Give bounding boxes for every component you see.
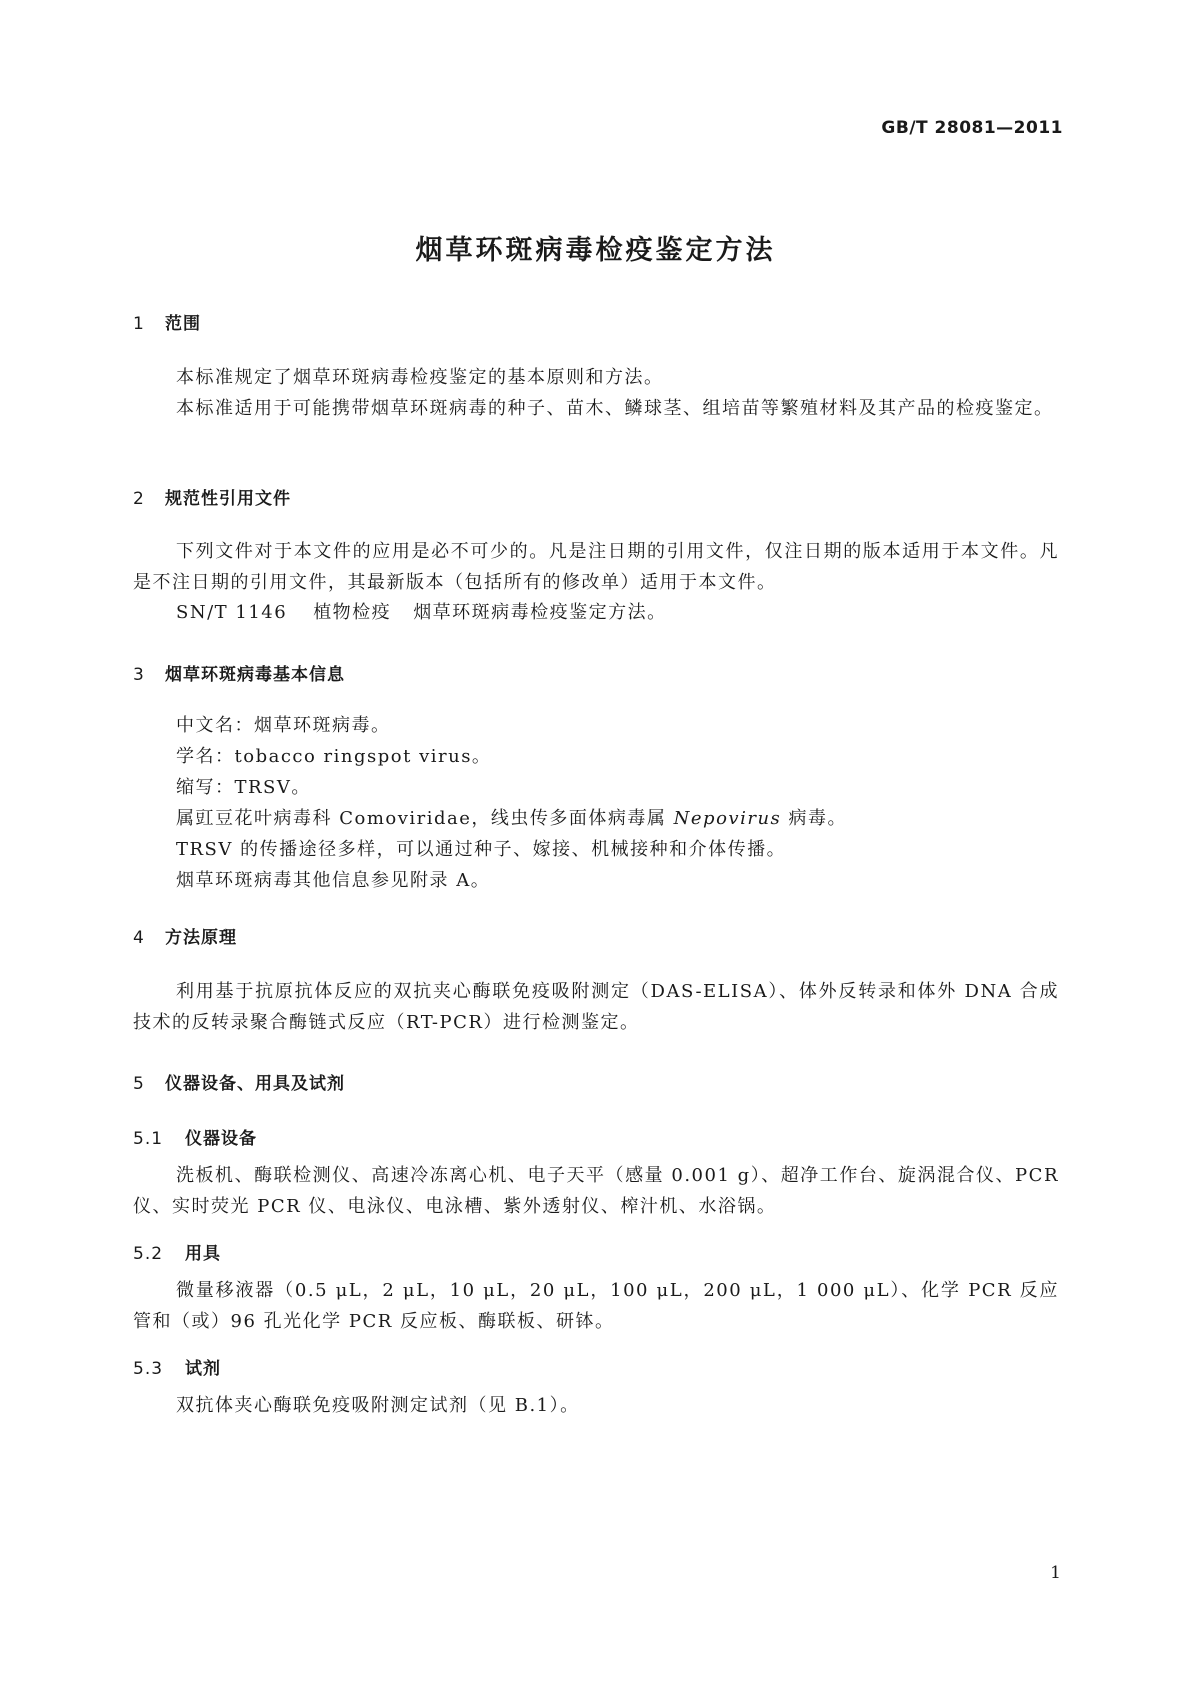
section-title: 范围 xyxy=(165,314,201,334)
section-title: 仪器设备 xyxy=(185,1129,257,1149)
section-5-2-paragraph-1: 微量移液器（0.5 μL，2 μL，10 μL，20 μL，100 μL，200 μL，1 000 μL）、化学 PCR 反应管和（或）96 孔光化学 PCR 反应板、酶联板、研钵。 xyxy=(133,1280,1059,1332)
section-title: 方法原理 xyxy=(165,928,237,948)
section-number: 5 xyxy=(133,1074,145,1094)
section-1-heading xyxy=(133,309,201,334)
section-5-3-paragraph-1: 双抗体夹心酶联免疫吸附测定试剂（见 B.1）。 xyxy=(176,1395,580,1416)
section-5-heading xyxy=(133,1069,345,1094)
section-4-paragraph-1: 利用基于抗原抗体反应的双抗夹心酶联免疫吸附测定（DAS-ELISA）、体外反转录和体外 DNA 合成技术的反转录聚合酶链式反应（RT-PCR）进行检测鉴定。 xyxy=(133,981,1060,1033)
reference-title-part-1: 植物检疫 xyxy=(313,602,392,623)
section-number: 1 xyxy=(133,314,145,334)
section-number: 5.3 xyxy=(133,1359,164,1379)
other-info-line: 烟草环斑病毒其他信息参见附录 A。 xyxy=(176,870,491,891)
section-2-paragraph-1: 下列文件对于本文件的应用是必不可少的。凡是注日期的引用文件，仅注日期的版本适用于本文件。凡是不注日期的引用文件，其最新版本（包括所有的修改单）适用于本文件。 xyxy=(133,541,1059,593)
section-title: 规范性引用文件 xyxy=(165,489,291,509)
document-title: 烟草环斑病毒检疫鉴定方法 xyxy=(415,235,776,266)
section-1-paragraph-1: 本标准规定了烟草环斑病毒检疫鉴定的基本原则和方法。 xyxy=(176,367,664,388)
taxonomy-text: 属豇豆花叶病毒科 Comoviridae，线虫传多面体病毒属 xyxy=(176,808,674,829)
section-number: 3 xyxy=(133,665,145,685)
section-2-heading xyxy=(133,484,291,509)
reference-title-part-2: 烟草环斑病毒检疫鉴定方法。 xyxy=(413,602,667,623)
page-number: 1 xyxy=(1050,1563,1061,1583)
standard-code: GB/T 28081—2011 xyxy=(881,118,1063,138)
section-title: 仪器设备、用具及试剂 xyxy=(165,1074,345,1094)
section-title: 用具 xyxy=(185,1244,221,1264)
reference-code: SN/T 1146 xyxy=(176,602,288,623)
section-5-3-heading xyxy=(133,1354,221,1379)
abbreviation-line: 缩写：TRSV。 xyxy=(176,777,311,798)
section-number: 4 xyxy=(133,928,145,948)
section-4-heading xyxy=(133,923,237,948)
section-5-1-paragraph-1: 洗板机、酶联检测仪、高速冷冻离心机、电子天平（感量 0.001 g）、超净工作台、旋涡混合仪、PCR 仪、实时荧光 PCR 仪、电泳仪、电泳槽、紫外透射仪、榨汁机、水浴锅。 xyxy=(133,1165,1059,1217)
genus-name: Nepovirus xyxy=(673,808,782,829)
scientific-name-line: 学名：tobacco ringspot virus。 xyxy=(176,746,492,767)
taxonomy-line xyxy=(176,804,847,830)
section-5-1-heading xyxy=(133,1124,257,1149)
chinese-name-line: 中文名：烟草环斑病毒。 xyxy=(176,715,391,736)
taxonomy-suffix: 病毒。 xyxy=(781,808,848,829)
section-number: 5.1 xyxy=(133,1129,164,1149)
section-5-2-heading xyxy=(133,1239,221,1264)
section-title: 试剂 xyxy=(185,1359,221,1379)
transmission-line: TRSV 的传播途径多样，可以通过种子、嫁接、机械接种和介体传播。 xyxy=(176,839,787,860)
normative-reference xyxy=(176,598,667,624)
section-3-heading xyxy=(133,660,345,685)
section-number: 5.2 xyxy=(133,1244,164,1264)
section-title: 烟草环斑病毒基本信息 xyxy=(165,665,345,685)
section-number: 2 xyxy=(133,489,145,509)
section-1-paragraph-2: 本标准适用于可能携带烟草环斑病毒的种子、苗木、鳞球茎、组培苗等繁殖材料及其产品的检疫鉴定。 xyxy=(176,398,1054,419)
